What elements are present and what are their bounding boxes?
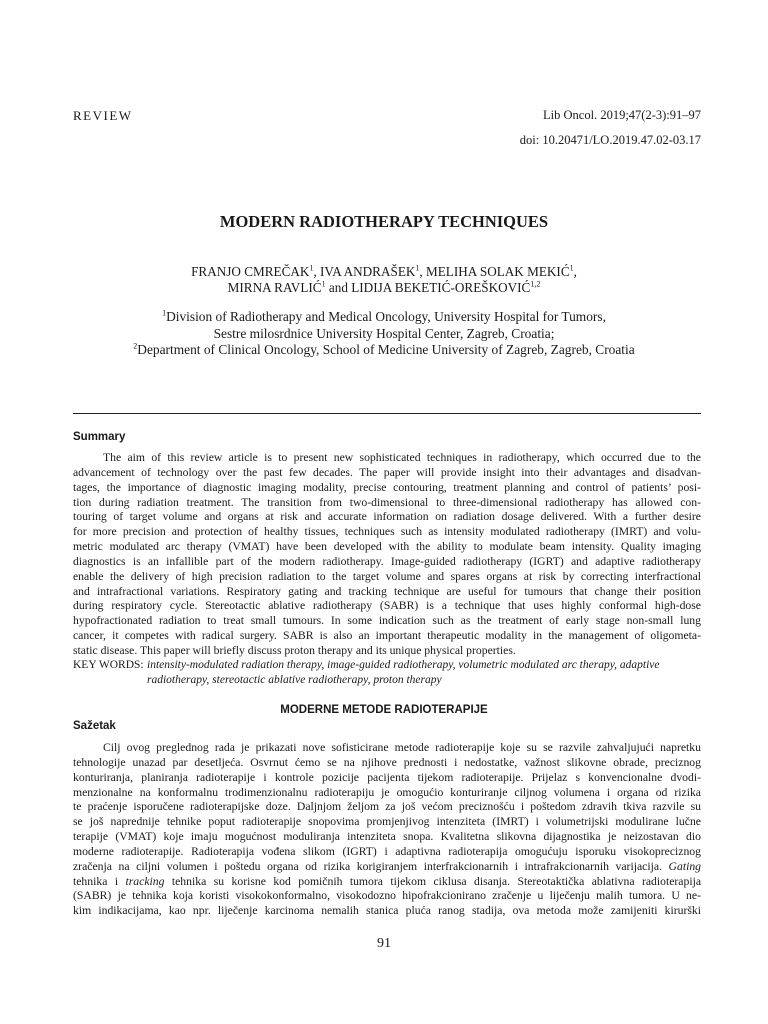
author-name: MIRNA RAVLIĆ [227,280,322,295]
author-name: FRANJO CMREČAK [191,264,310,279]
croatian-title: MODERNE METODE RADIOTERAPIJE [280,704,488,716]
gating-term: Gating [668,859,701,873]
summary-line: and intrafractional variations. Respiratory gating and tracking technique are useful for tumours that change their position [73,584,701,598]
author-line-2 [0,280,768,296]
journal-citation: Lib Oncol. 2019;47(2-3):91–97 [543,108,701,122]
section-divider [73,413,701,414]
croatian-line: menzionalne na konformalnu trodimenzionalnu radioterapiju je omogućio konturiranje ciljnog volumena i organa od rizika [73,785,701,799]
summary-line: cancer, it competes with radical surgery. SABR is also an important therapeutic modality in the management of oligometa- [73,629,701,643]
summary-line: metric modulated arc therapy (VMAT) have been developed with the ability to modulate beam intensity. Quality imaging [73,540,701,554]
keywords-text [147,658,701,688]
keywords-line-1: intensity-modulated radiation therapy, image-guided radiotherapy, volumetric modulated arc therapy, adaptive [147,659,660,671]
affiliation-mark: 1 [162,308,167,318]
summary-line: touring of target volume and organs at risk and accurate information on radiation dosage delivered. With a further desire [73,510,701,524]
affiliation-text: Department of Clinical Oncology, School of Medicine University of Zagreb, Zagreb, Croatia [137,342,635,357]
author-separator: , [573,264,577,279]
summary-line: for more precision and protection of healthy tissues, techniques such as intensity modulated radiotherapy (IMRT) and volu- [73,525,701,539]
author-name: MELIHA SOLAK MEKIĆ [426,264,570,279]
croatian-line-text: tehnika i [73,874,119,888]
tracking-term: tracking [125,874,165,888]
croatian-line: se još naprednije tehnike poput radioterapije snopovima promjenjivog intenziteta (IMRT) i volumetrijski modulirane lučne [73,815,701,829]
keywords-line-2: radiotherapy, stereotactic ablative radiotherapy, proton therapy [147,674,442,686]
page-number: 91 [377,936,391,951]
author-affiliation-mark: 1 [415,263,420,273]
croatian-line-text: tehnika su korisne kod pomičnih tumora tijekom ciklusa disanja. Stereotaktička ablativna radioterapija [171,874,701,888]
croatian-summary-body [73,741,701,919]
croatian-line: konturiranja, planiranja radioterapije i kontrole pozicije pacijenta tijekom radioterapije. Prijelaz s konvencionalne dvodi- [73,770,701,784]
affiliation-mark: 2 [133,341,138,351]
summary-line: diagnostics is an infallible part of the modern radiotherapy. Image-guided radiotherapy (IGRT) and adaptive radiotherapy [73,554,701,568]
author-list [0,264,768,296]
author-separator: and [325,280,352,295]
summary-line: tion during radiation treatment. The transition from two-dimensional to three-dimensional radiotherapy has allowed con- [73,495,701,509]
croatian-line: moderne radioterapije. Radioterapija vođena slikom (IGRT) i adaptivna radioterapija omogućuju isporuku visokopreciznog [73,844,701,858]
croatian-line [73,875,701,890]
article-type-label: REVIEW [73,108,133,123]
summary-line: hypofractionated radiation to treat small tumours. In some indication such as the treatment of early stage non-small lung [73,614,701,628]
croatian-summary-heading: Sažetak [73,720,116,732]
croatian-line [73,860,701,875]
affiliation-2-line-1 [0,342,768,359]
author-affiliation-mark: 1 [309,263,314,273]
affiliation-1-line-1 [0,309,768,326]
author-separator: , [419,264,427,279]
author-affiliation-mark: 1 [321,279,326,289]
keywords-label: KEY WORDS: [73,659,144,671]
author-affiliation-mark: 1,2 [530,279,541,289]
croatian-line-text: zračenja na ciljni volumen i poštedu organa od rizika korigiranjem interfrakcionarnih i intrafrakcionarnih varijacija. [73,859,662,873]
author-line-1 [0,264,768,280]
author-name: LIDIJA BEKETIĆ-OREŠKOVIĆ [351,280,531,295]
summary-heading: Summary [73,431,126,443]
croatian-line: Cilj ovog preglednog rada je prikazati nove sofisticirane metode radioterapije koje su se razvile zahvaljujući napretku [103,741,701,754]
croatian-line: kim indikacijama, kao npr. liječenje karcinoma nemalih stanica pluća ranog stadija, ova metoda može zamijeniti kirurški [73,904,701,918]
croatian-line: te praćenje isporučene radioterapijske doze. Daljnjom željom za još većom preciznošću i poštedom zdravih tkiva razvile su [73,800,701,814]
summary-line: during respiratory cycle. Stereotactic ablative radiotherapy (SABR) is a technique that uses highly conformal high-dose [73,599,701,613]
summary-body [73,451,701,659]
croatian-line: terapije (VMAT) koje imaju mogućnost moduliranja intenziteta snopa. Kvalitetna slikovna dijagnostika je neizostavan dio [73,830,701,844]
summary-line: The aim of this review article is to present new sophisticated techniques in radiotherapy, which occurred due to the [103,451,701,464]
summary-line: enable the delivery of high precision radiation to the target volume and spares organs at risk by correcting interfractional [73,569,701,583]
croatian-line: tehnologije unazad par desetljeća. Osvrnut ćemo se na njihove prednosti i nedostatke, važnost slikovne obrade, preciznog [73,755,701,769]
article-title: MODERN RADIOTHERAPY TECHNIQUES [219,212,549,231]
author-name: IVA ANDRAŠEK [320,264,416,279]
doi-text: doi: 10.20471/LO.2019.47.02-03.17 [519,133,701,147]
affiliation-1-line-2: Sestre milosrdnice University Hospital Center, Zagreb, Croatia; [213,325,555,341]
summary-line: advancement of technology over the past few decades. The paper will provide insight into their advantages and disadvan- [73,465,701,479]
croatian-line: (SABR) je tehnika koja koristi visokokonformalno, visokodozno hipofrakcionirano zračenje u liječenju malih tumora. U ne- [73,889,701,903]
affiliations [0,309,768,359]
summary-line: tages, the importance of diagnostic imaging modality, precise contouring, treatment planning and control of patients’ posi- [73,480,701,494]
author-separator: , [313,264,321,279]
author-affiliation-mark: 1 [569,263,574,273]
summary-line: static disease. This paper will briefly discuss proton therapy and its unique physical properties. [73,643,516,657]
affiliation-text: Division of Radiotherapy and Medical Oncology, University Hospital for Tumors, [166,309,606,324]
